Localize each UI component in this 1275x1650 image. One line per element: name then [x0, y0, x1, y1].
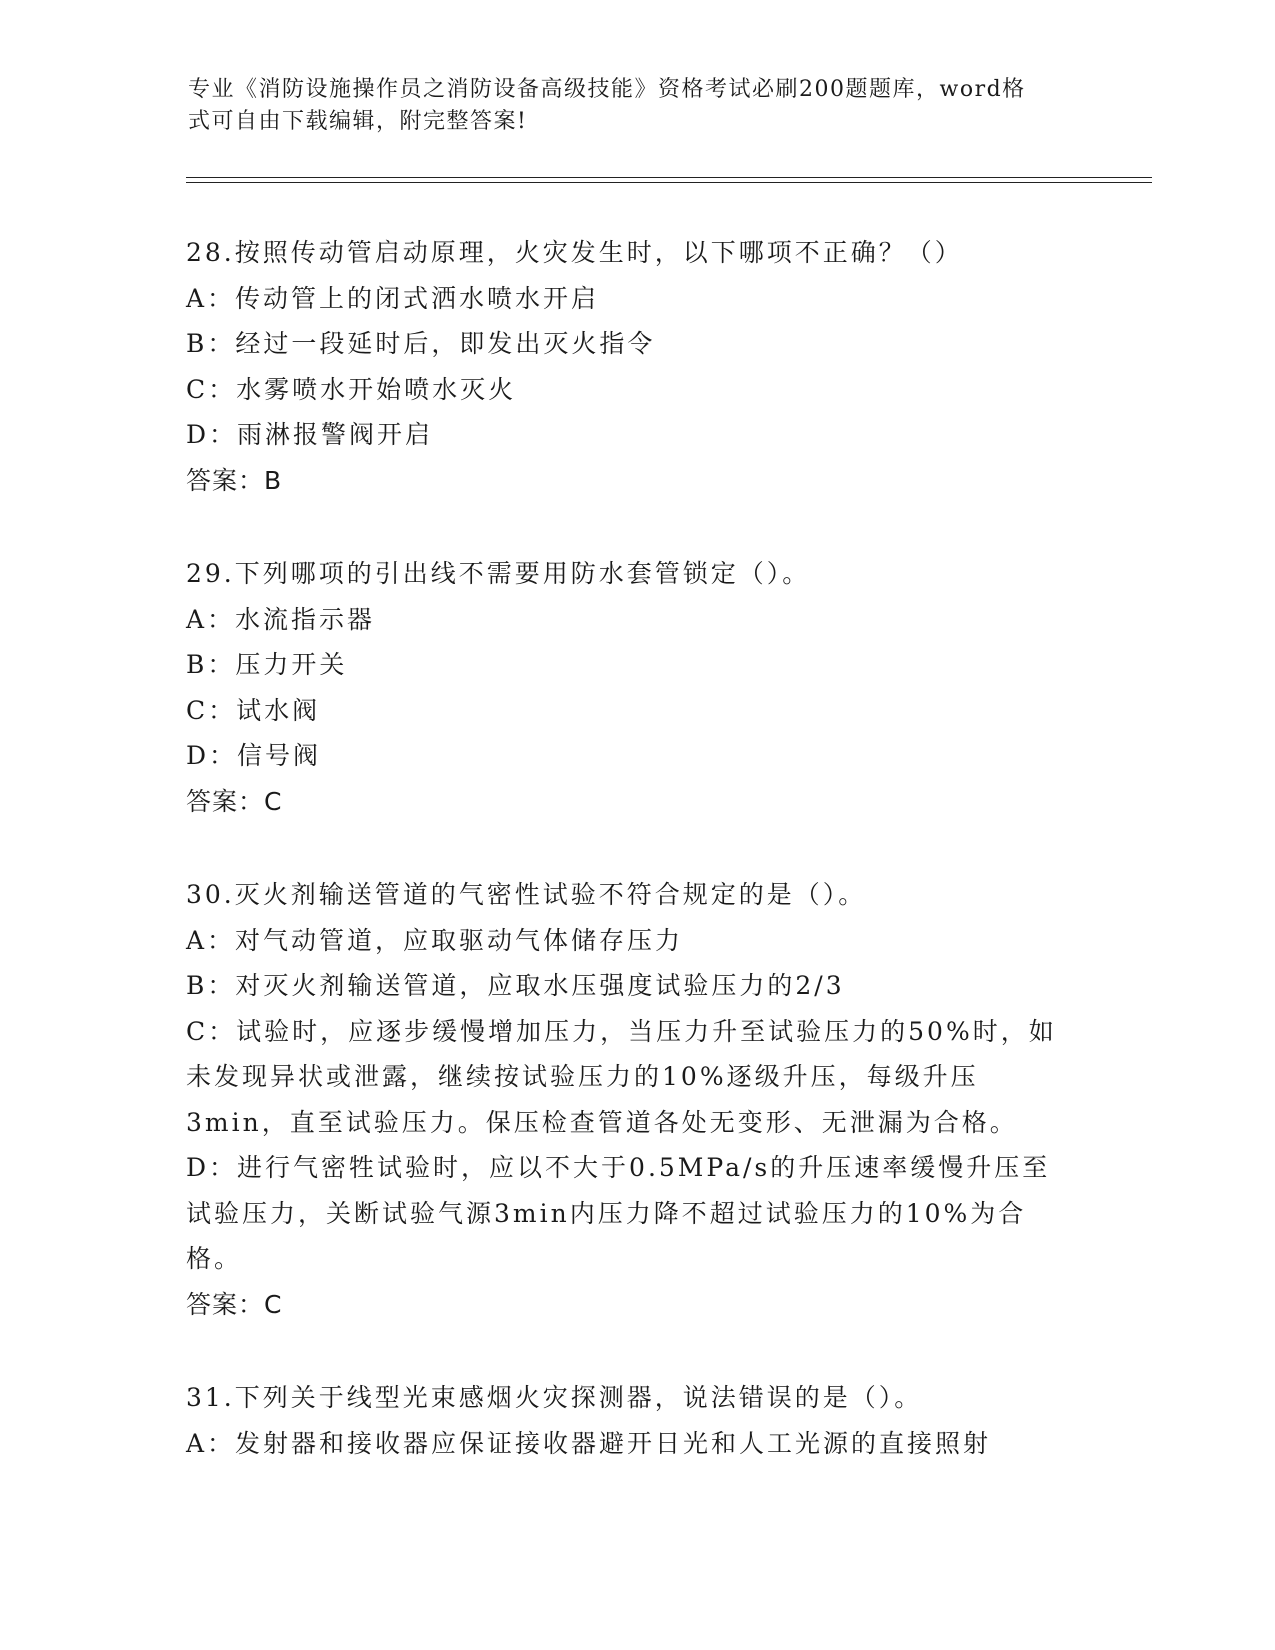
option-b: B：压力开关: [186, 650, 348, 679]
option-d: D：信号阀: [186, 741, 322, 770]
header-divider-top: [186, 177, 1152, 178]
answer-text: 答案：C: [186, 786, 283, 816]
question-stem: 28.按照传动管启动原理，火灾发生时，以下哪项不正确？（）: [186, 238, 963, 267]
option-a: A：水流指示器: [186, 604, 376, 634]
option-c: C：试水阀: [186, 695, 321, 725]
option-a: A：传动管上的闭式洒水喷水开启: [186, 283, 600, 313]
option-c: C：水雾喷水开始喷水灭火: [186, 374, 517, 404]
answer-text: 答案：C: [186, 1289, 283, 1319]
question-stem: 31.下列关于线型光束感烟火灾探测器，说法错误的是（）。: [186, 1383, 923, 1412]
option-a: A：对气动管道，应取驱动气体储存压力: [186, 925, 684, 955]
question-stem: 30.灭火剂输送管道的气密性试验不符合规定的是（）。: [186, 880, 867, 909]
document-header: [188, 74, 1068, 138]
option-a: A：发射器和接收器应保证接收器避开日光和人工光源的直接照射: [186, 1428, 992, 1458]
header-line-1: 专业《消防设施操作员之消防设备高级技能》资格考试必刷200题题库，word格: [188, 77, 1026, 102]
header-line-2: 式可自由下载编辑，附完整答案!: [188, 109, 528, 134]
option-b: B：经过一段延时后，即发出灭火指令: [186, 329, 656, 358]
question-list: [186, 230, 1066, 1514]
question-29: [186, 551, 1066, 824]
answer-text: 答案：B: [186, 465, 283, 495]
option-c: C：试验时，应逐步缓慢增加压力，当压力升至试验压力的50%时，如未发现异状或泄露，继续按试验压力的10%逐级升压，每级升压3min，直至试验压力。保压检查管道各处无变形、无泄漏为合格。: [186, 1016, 1057, 1137]
question-30: [186, 872, 1066, 1327]
option-d: D：进行气密牲试验时，应以不大于0.5MPa/s的升压速率缓慢升压至试验压力，关断试验气源3min内压力降不超过试验压力的10%为合格。: [186, 1153, 1051, 1273]
question-28: [186, 230, 1066, 503]
question-stem: 29.下列哪项的引出线不需要用防水套管锁定（）。: [186, 559, 811, 588]
option-b: B：对灭火剂输送管道，应取水压强度试验压力的2/3: [186, 971, 845, 1000]
header-divider-bottom: [186, 182, 1152, 183]
option-d: D：雨淋报警阀开启: [186, 420, 434, 449]
question-31: [186, 1375, 1066, 1466]
